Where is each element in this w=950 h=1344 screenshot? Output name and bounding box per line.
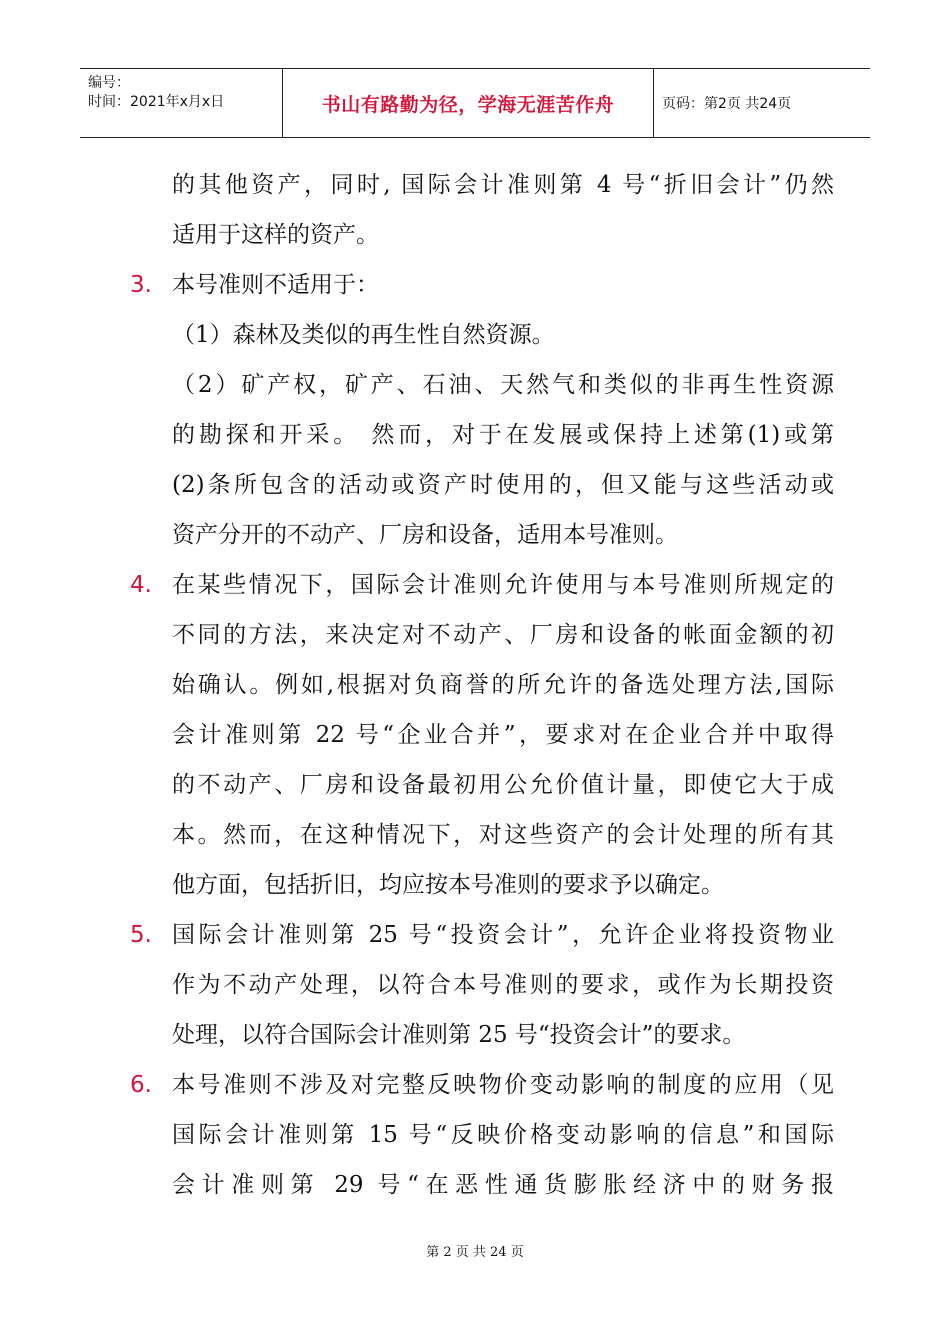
body-line: 会计准则第 29 号“在恶性通货膨胀经济中的财务报 (172, 1172, 834, 1198)
body-line: 本号准则不涉及对完整反映物价变动影响的制度的应用（见 (172, 1072, 834, 1098)
body-line: 会计准则第 22 号“企业合并”，要求对在企业合并中取得 (172, 722, 834, 748)
body-line: 本号准则不适用于： (172, 272, 379, 298)
time-label: 时间：2021年x月x日 (88, 94, 225, 110)
body-line: 处理，以符合国际会计准则第 25 号“投资会计”的要求。 (172, 1022, 746, 1048)
item-number: 3. (130, 272, 152, 298)
body-line: 国际会计准则第 15 号“反映价格变动影响的信息”和国际 (172, 1122, 834, 1148)
page-footer: 第 2 页 共 24 页 (426, 1245, 524, 1260)
body-line: 不同的方法，来决定对不动产、厂房和设备的帐面金额的初 (172, 622, 834, 648)
body-line: 的不动产、厂房和设备最初用公允价值计量，即使它大于成 (172, 772, 834, 798)
page-header (80, 68, 870, 138)
body-line: 国际会计准则第 25 号“投资会计”，允许企业将投资物业 (172, 922, 834, 948)
body-line: (2)条所包含的活动或资产时使用的，但又能与这些活动或 (172, 472, 834, 498)
item-number: 5. (130, 922, 152, 948)
header-meta (88, 74, 224, 112)
body-line: 适用于这样的资产。 (172, 222, 379, 248)
header-page-info: 页码：第2页 共24页 (662, 96, 792, 112)
body-line: 资产分开的不动产、厂房和设备，适用本号准则。 (172, 522, 678, 548)
body-line: 始确认。例如,根据对负商誉的所允许的备选处理方法,国际 (172, 672, 834, 698)
body-line: （1）森林及类似的再生性自然资源。 (172, 322, 555, 348)
number-label: 编号： (88, 75, 130, 91)
body-line: 在某些情况下，国际会计准则允许使用与本号准则所规定的 (172, 572, 834, 598)
body-line: 他方面，包括折旧，均应按本号准则的要求予以确定。 (172, 872, 724, 898)
body-line: （2）矿产权，矿产、石油、天然气和类似的非再生性资源 (172, 372, 834, 398)
item-number: 4. (130, 572, 152, 598)
header-divider (653, 69, 654, 137)
body-line: 本。然而，在这种情况下，对这些资产的会计处理的所有其 (172, 822, 834, 848)
item-number: 6. (130, 1072, 152, 1098)
body-line: 作为不动产处理，以符合本号准则的要求，或作为长期投资 (172, 972, 834, 998)
body-line: 的勘探和开采。 然而，对于在发展或保持上述第(1)或第 (172, 422, 834, 448)
body-line: 的其他资产，同时, 国际会计准则第 4 号“折旧会计”仍然 (172, 172, 834, 198)
header-motto: 书山有路勤为径，学海无涯苦作舟 (321, 93, 615, 116)
